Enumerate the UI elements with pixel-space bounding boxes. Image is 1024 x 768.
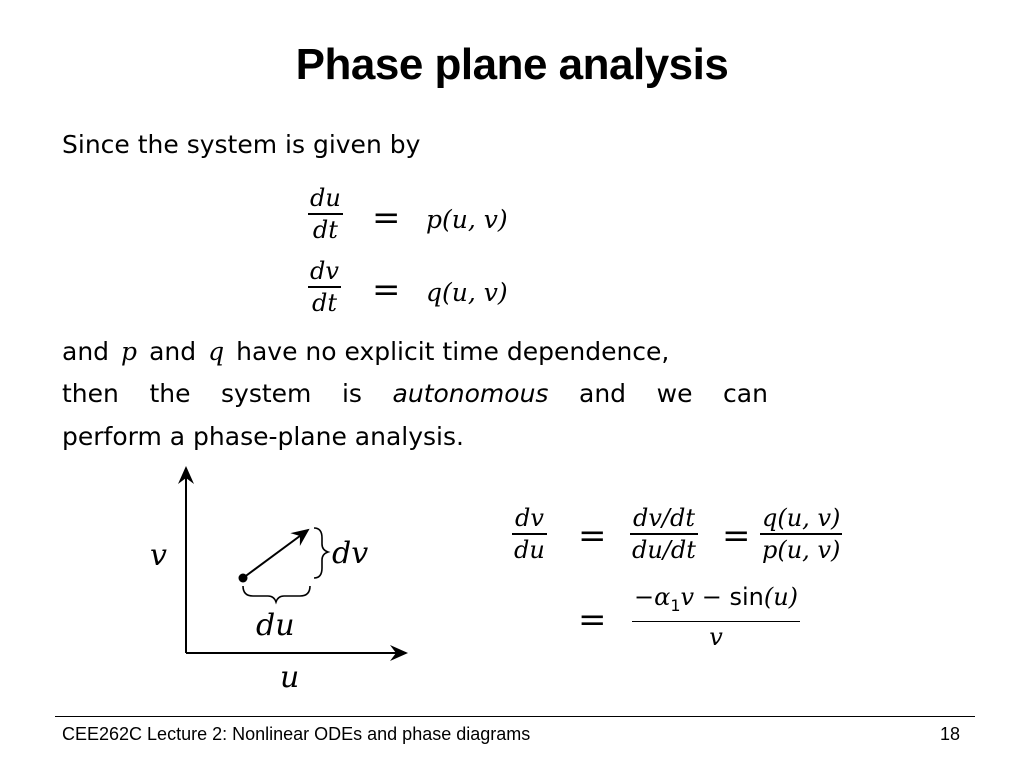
body-text: have no explicit time dependence, [236, 337, 670, 366]
body-word: and [62, 337, 110, 366]
body-word: then [62, 379, 119, 408]
eq2-equals: = [372, 270, 401, 310]
emphasis-autonomous: autonomous [392, 379, 549, 408]
body-word: and [579, 379, 627, 408]
body-word: we [656, 379, 693, 408]
deriv-final-denominator: v [709, 623, 723, 652]
slide-title: Phase plane analysis [295, 40, 729, 89]
body-line-2 [62, 379, 768, 408]
body-word: and [149, 337, 197, 366]
footer-page-number: 18 [940, 724, 961, 744]
du-label: du [256, 608, 295, 643]
du-brace [243, 586, 310, 602]
eq2-numerator: dv [310, 257, 339, 285]
eq1-lhs-fraction [308, 183, 343, 245]
deriv-ratio-fraction [760, 503, 842, 565]
deriv-lhs-denominator: du [514, 535, 545, 564]
eq1-equals: = [372, 198, 401, 238]
body-word: the [149, 379, 191, 408]
deriv-final-numerator: $-\alpha_1v - \sin(u)$ [634, 583, 799, 615]
footer-divider [55, 716, 975, 717]
eq1-denominator: dt [312, 215, 338, 244]
dv-label: dv [332, 536, 369, 571]
body-line-1 [62, 337, 768, 366]
deriv-lhs-fraction [512, 503, 547, 565]
deriv-mid-numerator: dv/dt [632, 504, 695, 532]
eq1-numerator: du [310, 184, 341, 212]
u-axis-label: u [280, 660, 300, 695]
body-line-3: perform a phase-plane analysis. [62, 422, 464, 451]
eq2-rhs: q(u, v) [426, 278, 508, 307]
dv-brace [314, 528, 328, 578]
footer-lecture-title: CEE262C Lecture 2: Nonlinear ODEs and phase diagrams [62, 724, 531, 744]
body-word: system [221, 379, 312, 408]
deriv-ratio-numerator: q(u, v) [762, 504, 841, 532]
deriv-mid-fraction [630, 503, 698, 565]
eq2-denominator: dt [311, 288, 337, 317]
body-word: is [341, 379, 362, 408]
var-q: q [208, 337, 225, 366]
deriv-equals-3: = [578, 600, 607, 640]
v-axis-label: v [150, 538, 167, 573]
var-p: p [121, 337, 138, 366]
deriv-ratio-denominator: p(u, v) [762, 535, 841, 564]
deriv-equals-1: = [578, 516, 607, 556]
deriv-final-fraction [632, 582, 800, 652]
intro-text: Since the system is given by [62, 130, 421, 159]
deriv-equals-2: = [722, 516, 751, 556]
deriv-mid-denominator: du/dt [632, 535, 696, 564]
deriv-lhs-numerator: dv [514, 504, 544, 532]
displacement-vector [243, 530, 308, 578]
eq1-rhs: p(u, v) [426, 205, 508, 234]
body-word: can [723, 379, 768, 408]
eq2-lhs-fraction [308, 256, 341, 318]
